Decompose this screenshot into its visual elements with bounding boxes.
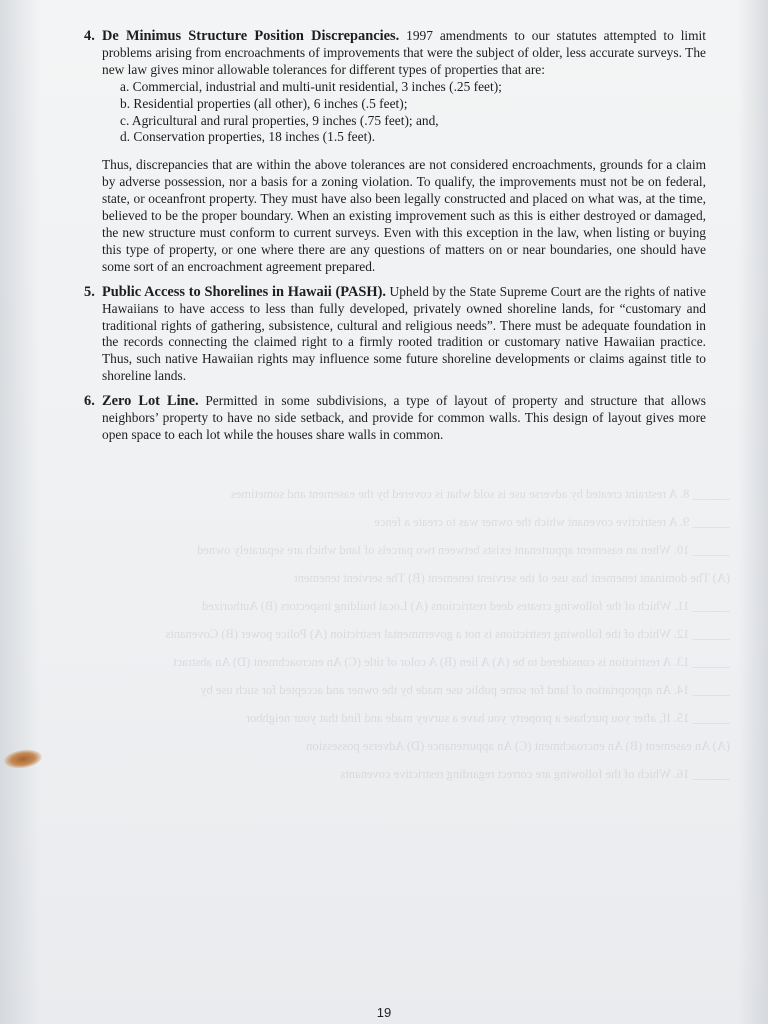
item-body: Permitted in some subdivisions, a type of layout of property and structure that allows neighbors’ property to have no side setback, and provide for common walls. This design of layout gives more open space to each lot while the houses share walls in common. (102, 393, 706, 442)
tolerance-item-d: d. Conservation properties, 18 inches (1.5 feet). (120, 129, 376, 145)
item-heading: De Minimus Structure Position Discrepancies. (102, 28, 400, 44)
item-heading: Zero Lot Line. (102, 393, 199, 410)
document-content (84, 28, 706, 448)
tolerance-item-a: a. Commercial, industrial and multi-unit residential, 3 inches (.25 feet); (120, 78, 502, 94)
show-through-text: ______ 8. A restraint created by adverse use is sold what is covered by the easement and sometimes ______ 9. A restrictive covenant which the owner was to create a fence ______ 10. When an easement appurtenant exists between two parcels of land which are separately owned (A) The dominant tenement has use of the servient tenement (B) The servient tenement ______ 11. Which of the following creates deed restrictions (A) Local building inspectors (B) Authorized ______ 12. Which of the following restrictions is not a governmental restriction (A) Police power (B) Covenants ______ 13. A restriction is considered to be (A) A lien (B) A color of title (C) An encroachment (D) An abstract ______ 14. An appropriation of land for some public use made by the owner and accepted for such use by ______ 15. If, after you purchase a property you have a survey made and find that your neighbor (A) An easement (B) An encroachment (C) An appurtenance (D) Adverse possession ______ 16. Which of the following are correct regarding restrictive covenants (165, 487, 730, 781)
item-body: Upheld by the State Supreme Court are the rights of native Hawaiians to have access to less than fully developed, privately owned shoreline lands, for “customary and traditional rights of gathering, subsistence, cultural and religious needs”. There must be adequate foundation in the records connecting the claimed right to a firmly rooted tradition or customary native Hawaiian practice. Thus, such native Hawaiian rights may influence some future shoreline developments or claims against title to shoreline lands. (102, 283, 706, 384)
item-heading: Public Access to Shorelines in Hawaii (PASH). (102, 283, 386, 300)
tolerance-item-c: c. Agricultural and rural properties, 9 inches (.75 feet); and, (120, 112, 439, 128)
tolerance-list (102, 79, 706, 147)
list-item-5 (84, 284, 706, 385)
item-number: 4. (84, 28, 95, 44)
list-item-6 (84, 393, 706, 444)
page-edge-shadow-right (738, 0, 768, 1024)
item-body: Thus, discrepancies that are within the above tolerances are not considered encroachments, grounds for a claim by adverse possession, nor a basis for a zoning violation. To qualify, the improvements must not be on federal, state, or oceanfront property. They must have also been legally constructed and placed on what was, at the time, believed to be the proper boundary. When an existing improvement such as this is either destroyed or damaged, the new structure must conform to current surveys. Even with this exception in the law, when listing or buying this type of property, or one where there are any questions of matters on or near boundaries, one should have some sort of an encroachment agreement prepared. (102, 157, 706, 274)
list-item-4 (84, 28, 706, 276)
page-edge-shadow-left (0, 0, 40, 1024)
item-number: 6. (84, 393, 95, 410)
item-number: 5. (84, 283, 95, 300)
item-intro: 1997 amendments to our statutes attempted to limit problems arising from encroachments of improvements that were the subject of older, less accurate surveys. The new law gives minor allowable tolerances for different types of properties that are: (102, 28, 706, 77)
page-number: 19 (376, 1005, 392, 1020)
tolerance-item-b: b. Residential properties (all other), 6 inches (.5 feet); (120, 95, 408, 111)
